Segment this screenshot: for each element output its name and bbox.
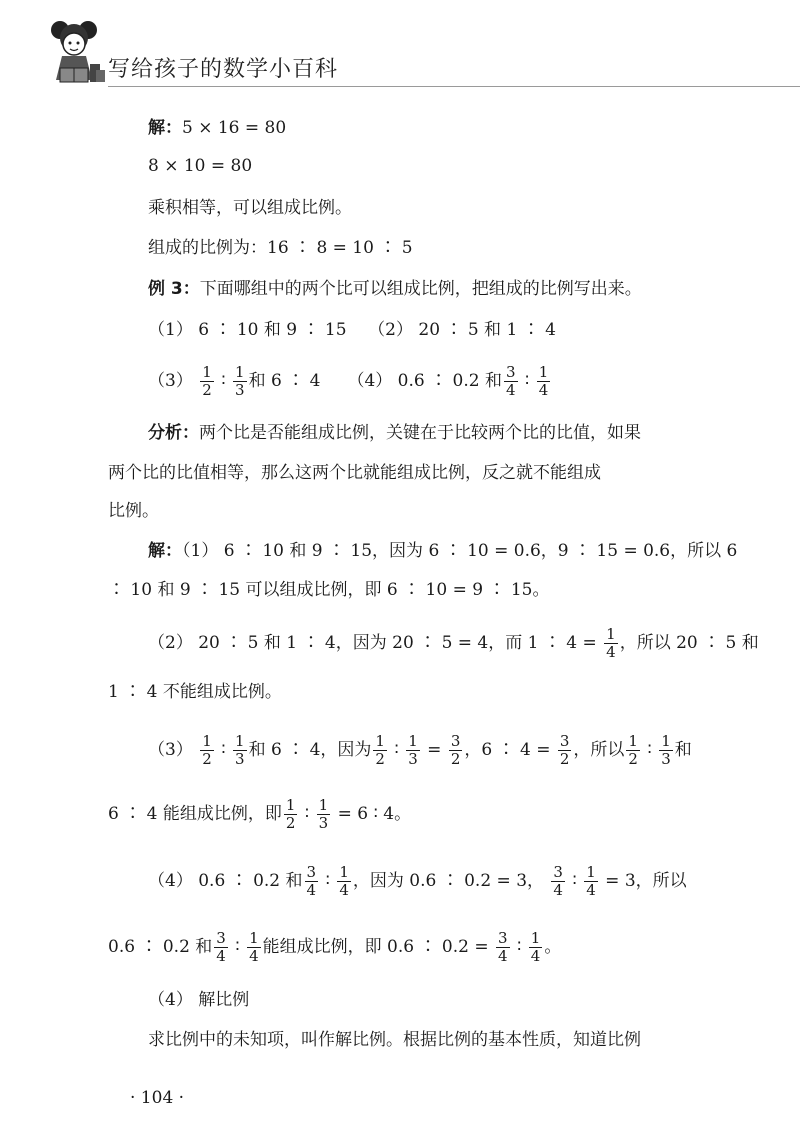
fraction: $\frac{1}{3}$ <box>408 732 418 768</box>
fraction: $\frac{1}{2}$ <box>375 732 385 768</box>
fraction: $\frac{1}{4}$ <box>339 863 349 899</box>
fraction: $\frac{3}{2}$ <box>450 732 461 768</box>
fraction: $\frac{1}{2}$ <box>628 732 638 768</box>
solution-1-line-2: ∶ 10 和 9 ∶ 15 可以组成比例，即 6 ∶ 10 = 9 ∶ 15。 <box>108 580 550 600</box>
analysis-line-3: 比例。 <box>108 501 159 521</box>
example-label: 例 3： <box>148 279 200 299</box>
analysis-line-2: 两个比的比值相等，那么这两个比就能组成比例，反之就不能组成 <box>108 463 601 483</box>
analysis-label: 分析： <box>148 423 199 443</box>
subsection-text: 求比例中的未知项，叫作解比例。根据比例的基本性质，知道比例 <box>148 1030 641 1050</box>
fraction: $\frac{3}{4}$ <box>216 929 226 965</box>
analysis-line-1: 分析：两个比是否能组成比例，关键在于比较两个比的比值，如果 <box>148 423 641 443</box>
fraction: $\frac{1}{4}$ <box>606 625 616 661</box>
solution-line: 解：5 × 16 = 80 <box>148 118 287 138</box>
book-title: 写给孩子的数学小百科 <box>108 57 339 82</box>
fraction: $\frac{1}{3}$ <box>661 732 671 768</box>
fraction: $\frac{3}{2}$ <box>559 732 570 768</box>
solution-label: 解： <box>148 541 182 561</box>
solution-4-line-1: （4） 0.6 ∶ 0.2 和 $\frac{3}{4}$ ∶ $\frac{1}{4}$ ，因为 0.6 ∶ 0.2 = 3， $\frac{3}{4}$ ∶ $\frac{1}{4}$ = 3，所以 <box>148 863 687 899</box>
fraction: $\frac{1}{4}$ <box>538 363 549 399</box>
subsection-title: （4） 解比例 <box>148 990 250 1010</box>
fraction: $\frac{3}{4}$ <box>553 863 563 899</box>
fraction: $\frac{1}{4}$ <box>530 929 541 965</box>
fraction: $\frac{1}{2}$ <box>285 796 296 832</box>
page-header <box>40 8 400 88</box>
fraction: $\frac{3}{4}$ <box>497 929 508 965</box>
solution-4-line-2: 0.6 ∶ 0.2 和 $\frac{3}{4}$ ∶ $\frac{1}{4}$ 能组成比例，即 0.6 ∶ 0.2 = $\frac{3}{4}$ ∶ $\frac{1}{4}$ 。 <box>108 929 562 965</box>
solution-1-line-1: 解：（1） 6 ∶ 10 和 9 ∶ 15，因为 6 ∶ 10 = 0.6，9 ∶ 15 = 0.6，所以 6 <box>148 541 738 561</box>
fraction: $\frac{1}{3}$ <box>235 732 245 768</box>
solution-label: 解： <box>148 118 182 138</box>
example-3-options-3-4: （3） $\frac{1}{2}$ ∶ $\frac{1}{3}$ 和 6 ∶ 4 （4） 0.6 ∶ 0.2 和 $\frac{3}{4}$ ∶ $\frac{1}{4}$ <box>148 363 549 399</box>
fraction: $\frac{1}{3}$ <box>318 796 329 832</box>
solution-2-line-1: （2） 20 ∶ 5 和 1 ∶ 4，因为 20 ∶ 5 = 4，而 1 ∶ 4 = $\frac{1}{4}$ ，所以 20 ∶ 5 和 <box>148 625 759 661</box>
fraction: $\frac{1}{4}$ <box>586 863 596 899</box>
result-line: 组成的比例为：16 ∶ 8 = 10 ∶ 5 <box>148 238 413 258</box>
solution-2-line-2: 1 ∶ 4 不能组成比例。 <box>108 682 282 702</box>
fraction: $\frac{3}{4}$ <box>505 363 516 399</box>
fraction: $\frac{1}{2}$ <box>202 732 212 768</box>
fraction: $\frac{1}{2}$ <box>202 363 212 399</box>
girl-mascot-icon <box>40 8 110 88</box>
solution-3-line-2: 6 ∶ 4 能组成比例，即 $\frac{1}{2}$ ∶ $\frac{1}{3}$ = 6 ∶ 4。 <box>108 796 412 832</box>
header-rule <box>108 86 800 87</box>
page-number: · 104 · <box>130 1088 185 1108</box>
fraction: $\frac{1}{3}$ <box>235 363 245 399</box>
fraction: $\frac{1}{4}$ <box>249 929 259 965</box>
equation-line: 8 × 10 = 80 <box>148 156 253 176</box>
solution-3-line-1: （3） $\frac{1}{2}$ ∶ $\frac{1}{3}$ 和 6 ∶ 4，因为 $\frac{1}{2}$ ∶ $\frac{1}{3}$ = $\frac{3}{2}$ ，6 ∶ 4 = $\frac{3}{2}$ ，所以 $\frac{1}{2}$ ∶ $\frac{1}{3}$ 和 <box>148 732 692 768</box>
example-3-options-1-2: （1） 6 ∶ 10 和 9 ∶ 15 （2） 20 ∶ 5 和 1 ∶ 4 <box>148 320 556 340</box>
conclusion-line: 乘积相等，可以组成比例。 <box>148 198 352 218</box>
example-3-question: 例 3：下面哪组中的两个比可以组成比例，把组成的比例写出来。 <box>148 279 642 299</box>
fraction: $\frac{3}{4}$ <box>306 863 317 899</box>
